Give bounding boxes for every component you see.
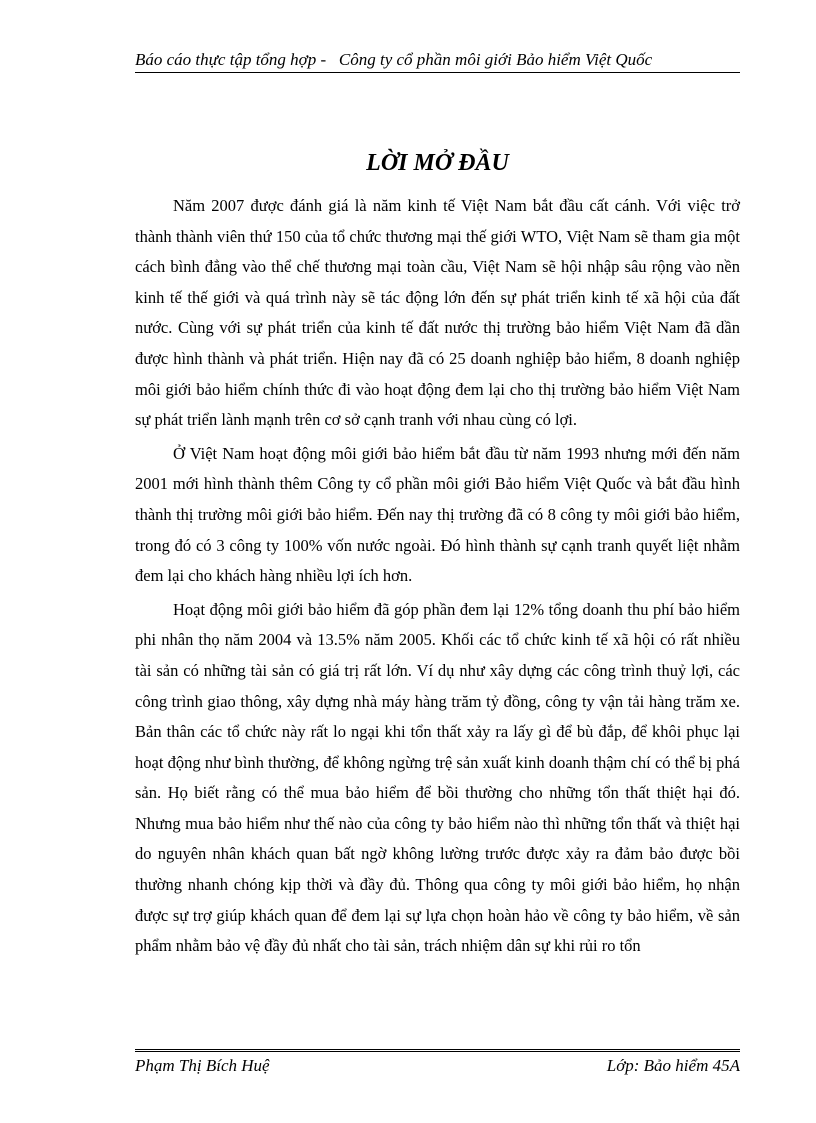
page-footer: [135, 1056, 740, 1076]
header-divider: [135, 72, 740, 73]
page-title: LỜI MỞ ĐẦU: [366, 150, 509, 176]
footer-author: Phạm Thị Bích Huệ: [135, 1056, 270, 1075]
footer-divider: [135, 1049, 740, 1054]
page-header: [135, 50, 740, 70]
header-company-name: Công ty cổ phần môi giới Bảo hiểm Việt Quốc: [338, 50, 653, 69]
paragraph-2: Ở Việt Nam hoạt động môi giới bảo hiểm bắt đầu từ năm 1993 nhưng mới đến năm 2001 mới hình thành thêm Công ty cổ phần môi giới Bảo hiểm Việt Quốc và bắt đầu hình thành thị trường môi giới bảo hiểm. Đến nay thị trường đã có 8 công ty môi giới bảo hiểm, trong đó có 3 công ty 100% vốn nước ngoài. Đó hình thành sự cạnh tranh quyết liệt nhằm đem lại cho khách hàng nhiều lợi ích hơn.: [135, 443, 740, 586]
header-report-title: Báo cáo thực tập tổng hợp -: [135, 50, 327, 69]
paragraph-1: Năm 2007 được đánh giá là năm kinh tế Việt Nam bắt đầu cất cánh. Với việc trở thành thành viên thứ 150 của tổ chức thương mại thế giới WTO, Việt Nam sẽ tham gia một cách bình đẳng vào thể chế thương mại toàn cầu, Việt Nam sẽ hội nhập sâu rộng vào nền kinh tế thế giới và quá trình này sẽ tác động lớn đến sự phát triển kinh tế xã hội của đất nước. Cùng với sự phát triển của kinh tế đất nước thị trường bảo hiểm Việt Nam đã dần được hình thành và phát triển. Hiện nay đã có 25 doanh nghiệp bảo hiểm, 8 doanh nghiệp môi giới bảo hiểm chính thức đi vào hoạt động đem lại cho thị trường bảo hiểm Việt Nam sự phát triển lành mạnh trên cơ sở cạnh tranh với nhau cùng có lợi.: [135, 196, 740, 430]
paragraph-3: Hoạt động môi giới bảo hiểm đã góp phần đem lại 12% tổng doanh thu phí bảo hiểm phi nhân thọ năm 2004 và 13.5% năm 2005. Khối các tổ chức kinh tế xã hội có rất nhiều tài sản có những tài sản có giá trị rất lớn. Ví dụ như xây dựng các công trình thuỷ lợi, các công trình giao thông, xây dựng nhà máy hàng trăm tỷ đồng, công ty vận tải hàng trăm xe. Bản thân các tổ chức này rất lo ngại khi tổn thất xảy ra lấy gì để bù đắp, để khôi phục lại hoạt động như bình thường, để không ngừng trệ sản xuất kinh doanh thậm chí có thể bị phá sản. Họ biết rằng có thể mua bảo hiểm để bồi thường cho những tổn thất thiệt hại đó. Nhưng mua bảo hiểm như thế nào của công ty bảo hiểm nào thì những tổn thất và thiệt hại do nguyên nhân khách quan bất ngờ không lường trước được xảy ra đảm bảo được bồi thường nhanh chóng kịp thời và đầy đủ. Thông qua công ty môi giới bảo hiểm, họ nhận được sự trợ giúp khách quan để đem lại sự lựa chọn hoàn hảo về công ty bảo hiểm, về sản phẩm nhằm bảo vệ đầy đủ nhất cho tài sản, trách nhiệm dân sự khi rủi ro tổn: [135, 599, 740, 956]
body-text: [135, 191, 740, 965]
footer-class: Lớp: Bảo hiểm 45A: [606, 1056, 740, 1075]
